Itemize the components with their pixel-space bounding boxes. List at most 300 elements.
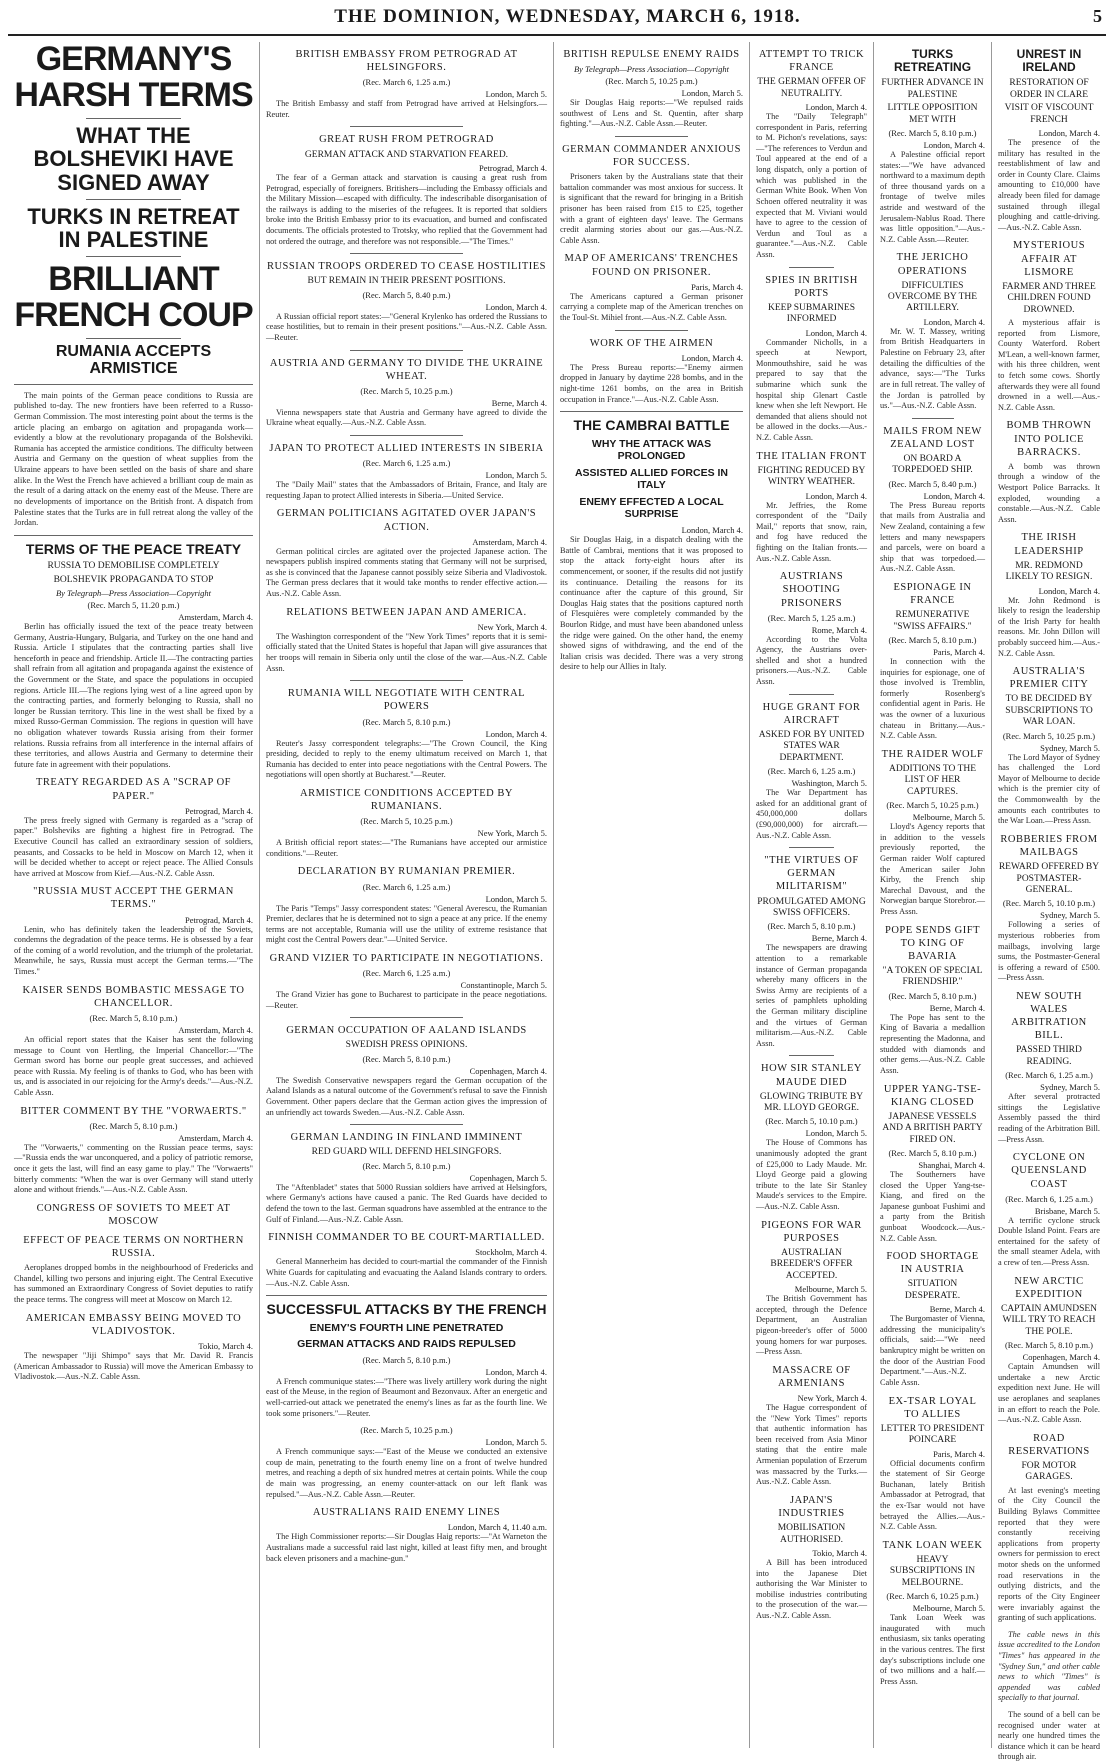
article-subhead: GERMAN ATTACK AND STARVATION FEARED. — [304, 149, 509, 160]
article-title: GERMAN COMMANDER ANXIOUS FOR SUCCESS. — [562, 143, 741, 169]
divider — [350, 1124, 462, 1125]
article-body — [756, 788, 867, 841]
dateline: Melbourne, March 5. — [912, 812, 985, 823]
treaty-subhead: BOLSHEVIK PROPAGANDA TO STOP — [53, 574, 214, 585]
article-subhead: PASSED THIRD READING. — [1016, 1045, 1082, 1067]
dateline: London, March 4. — [923, 139, 985, 150]
article-title: WORK OF THE AIRMEN — [589, 337, 714, 349]
article-text: Prisoners taken by the Australians state that their battalion commander was most anxious for success. It is significant that the reward for bringing in a British prisoner has been raised from £15 to £25, together with a grant of eighteen days' leave. The Germans credit alarming stories about our gas.—Aus.-N.Z. Cable Assn. — [560, 172, 743, 245]
article-title: AUSTRIANS SHOOTING PRISONERS — [779, 571, 844, 609]
page-number: 5 — [1092, 6, 1102, 26]
article-title: EX-TSAR LOYAL TO ALLIES — [888, 1395, 977, 1420]
column-6 — [992, 42, 1106, 1762]
article-text: The Southerners have closed the Upper Yang-tse-Kiang, and fired on the Japanese gunboat Fushimi and a party from the British gunboat Woodcock.—Aus.-N.Z. Cable Assn. — [880, 1169, 985, 1243]
article-title: AUSTRIA AND GERMANY TO DIVIDE THE UKRAINE WHEAT. — [269, 357, 544, 382]
article-text: The newspaper "Jiji Shimpo" says that Mr. David R. Francis (American Ambassador to Russia) will move the American Embassy to Vladivostok.—Aus.-N.Z. Cable Assn. — [14, 1350, 253, 1382]
masthead — [8, 6, 1106, 36]
dateline: Berne, March 4. — [929, 1002, 985, 1013]
article-body — [998, 1486, 1100, 1624]
article-text: The Washington correspondent of the "New York Times" reports that it is semi-officially stated that the United States is hopeful that Japan will give assurances that her troops will remain in Siberia only until the close of the war.—Aus.-N.Z. Cable Assn. — [266, 631, 547, 673]
article-body — [998, 1216, 1100, 1269]
dateline: London, March 4. — [923, 490, 985, 501]
dateline: London, March 4, 11.40 a.m. — [447, 1522, 547, 1533]
dateline: Amsterdam, March 4. — [472, 536, 547, 547]
article-title: BITTER COMMENT BY THE "VORWAERTS." — [20, 1105, 247, 1117]
article-text: The sound of a bell can be recognised under water at nearly one hundred times the distance which it can be heard through air. — [998, 1709, 1100, 1762]
article-title: HOW SIR STANLEY MAUDE DIED — [761, 1063, 862, 1088]
dateline: London, March 4. — [485, 301, 547, 312]
article-body — [756, 338, 867, 444]
article-subhead: FOR MOTOR GARAGES. — [1021, 1461, 1077, 1483]
article-text: A mysterious affair is reported from Lismore, County Waterford. Robert M'Lean, a well-known farmer, with his three children, went to fetch some cows. Shortly afterwards they were all found drowned in a well.—Aus.-N.Z. Cable Assn. — [998, 317, 1100, 412]
article-text: Lenin, who has definitely taken the leadership of the Soviets, condemns the degradation of the peace terms. He is obsessed by a fear of the coming of a world revolution, and the triumph of the proletariat. Meanwhile, he says, Russia must accept the German terms.—"The Times." — [14, 924, 253, 977]
article-title: CYCLONE ON QUEENSLAND COAST — [1011, 1152, 1087, 1190]
article-subhead: MR. REDMOND LIKELY TO RESIGN. — [1005, 560, 1093, 583]
article-title: MAP OF AMERICANS' TRENCHES FOUND ON PRISONER. — [564, 253, 739, 278]
received-time: (Rec. March 6, 1.25 a.m.) — [362, 458, 451, 469]
dateline: Copenhagen, March 5. — [469, 1172, 547, 1183]
article-body — [266, 838, 547, 859]
french-attacks-subhead: ENEMY'S FOURTH LINE PENETRATED — [309, 1321, 504, 1334]
article-body — [266, 1447, 547, 1500]
column-2 — [260, 42, 554, 1748]
dateline: Amsterdam, March 4. — [178, 1024, 253, 1035]
received-time: (Rec. March 5, 8.10 p.m.) — [89, 1120, 178, 1131]
article-body — [14, 1143, 253, 1196]
article-body — [756, 1294, 867, 1358]
article-body — [756, 1138, 867, 1212]
cambrai-title: THE CAMBRAI BATTLE — [573, 417, 730, 434]
received-time: (Rec. March 6, 1.25 a.m.) — [362, 77, 451, 88]
article-text: A French communique states:—"There was lively artillery work during the night east of the Meuse, in the region of Beaumont and Bezonvaux. After an energetic and well-carried-out attack we penetrated the enemy's lines as far as the fourth line. We took some prisoners."—Reuter. — [266, 1376, 547, 1418]
article-subhead: FARMER AND THREE CHILDREN FOUND DROWNED. — [1002, 281, 1096, 315]
article-subhead: FURTHER ADVANCE IN PALESTINE — [881, 78, 984, 100]
article-body — [266, 547, 547, 600]
article-text: After several protracted sittings the Legislative Assembly passed the third reading of the Arbitration Bill.—Press Assn. — [998, 1092, 1100, 1144]
lead-text: The main points of the German peace conditions to Russia are published to-day. The new frontiers have been referred to a Russo-German Commission. The most interesting point about the terms is the article placing an embargo on agitation and propaganda work—evidently a blow at the revolutionary propaganda of the Bolsheviki. Rumania has accepted the armistice conditions. The difficulty between Austria and Germany on the question of wheat supplies from the Ukraine appears to have been settled on the basis of share and share alike. In the West the French have achieved a brilliant coup de main as the result of a daring attack on the enemy east of the Meuse. There are no developments of importance on the British front. A dispatch from Palestine states that the Turks are in full retreat along the valley of the Jordan. — [14, 390, 253, 528]
article-text: The "Vorwaerts," commenting on the Russian peace terms, says:—"Russia ends the war unconquered, and a policy of patriotic remorse, once it gets the last, will find an easy game to play." The "Vorwaerts" bitterly comments: "When the war is over Germany will stand utterly alone and without friends."—Aus.-N.Z. Cable Assn. — [14, 1142, 253, 1195]
dateline: Paris, March 4. — [933, 1448, 985, 1459]
article-title: GERMAN LANDING IN FINLAND IMMINENT — [290, 1132, 523, 1144]
dateline: Constantinople, March 5. — [460, 980, 547, 991]
article-body — [266, 1532, 547, 1564]
article-body — [756, 112, 867, 261]
received-time: (Rec. March 5, 8.40 p.m.) — [362, 289, 451, 300]
received-time: (Rec. March 5, 8.10 p.m.) — [888, 127, 977, 138]
article-body — [998, 318, 1100, 413]
column-1 — [8, 42, 260, 1748]
article-body — [998, 920, 1100, 984]
article-title: RUMANIA WILL NEGOTIATE WITH CENTRAL POWERS — [287, 688, 526, 713]
divider — [350, 1017, 462, 1018]
article-title: THE IRISH LEADERSHIP — [1014, 532, 1084, 557]
article-subhead: VISIT OF VISCOUNT FRENCH — [1004, 103, 1094, 125]
article-text: Reuter's Jassy correspondent telegraphs:—"The Crown Council, the King presiding, decided to reply to the enemy ultimatum received on March 1, that Rumania has decided to enter into peace negotiations with the Central Powers. The negotiations will open shortly at Bucharest."—Reuter. — [266, 738, 547, 780]
article-title: UPPER YANG-TSE-KIANG CLOSED — [883, 1083, 982, 1108]
dateline: Melbourne, March 5. — [794, 1284, 867, 1295]
article-body — [266, 904, 547, 946]
article-body — [998, 753, 1100, 827]
masthead-title: THE DOMINION, WEDNESDAY, MARCH 6, 1918. — [334, 6, 801, 27]
dateline: London, March 4. — [1038, 585, 1100, 596]
article-text: The Press Bureau reports:—"Enemy airmen dropped in January by daytime 228 bombs, and in the night-time 1261 bombs, on the area in British occupation in France."—Aus.-N.Z. Cable Assn. — [560, 362, 743, 404]
article-text: Mr. John Redmond is likely to resign the leadership of the Irish Party for health reasons. Mr. John Dillon will probably succeed him.—Aus.-N.Z. Cable Assn. — [998, 595, 1100, 658]
article-text: German political circles are agitated over the projected Japanese action. The newspapers publish inspired comments stating that Germany will not be surprised, as she is convinced that the Japanese cannot possibly seize Siberia and Vladivostok. The German press declares that it would take months to render effective action.—Aus.-N.Z. Cable Assn. — [266, 546, 547, 599]
received-time: (Rec. March 6, 1.25 a.m.) — [1005, 1193, 1093, 1204]
article-subhead: REWARD OFFERED BY POSTMASTER-GENERAL. — [998, 862, 1100, 895]
divider — [350, 680, 462, 681]
received-time: (Rec. March 6, 1.25 a.m.) — [767, 766, 856, 777]
article-text: The British Government has accepted, through the Defence Department, an Australian pigeon-breeder's offer of 5000 young homers for war purposes.—Press Assn. — [756, 1294, 867, 1357]
article-title: MAILS FROM NEW ZEALAND LOST — [883, 425, 982, 450]
article-text: Aeroplanes dropped bombs in the neighbourhood of Fredericks and Chandel, killing two persons and injuring eight. The Central Executive has summoned an Extraordinary Congress of Soviet deputies to ratify the peace terms. The congress will meet at Moscow on March 12. — [14, 1263, 253, 1305]
article-subhead: PROMULGATED AMONG SWISS OFFICERS. — [757, 896, 866, 918]
divider — [350, 350, 462, 351]
article-subhead: KEEP SUBMARINES INFORMED — [767, 302, 855, 325]
article-text: Sir Douglas Haig reports:—"We repulsed raids southwest of Lens and St. Quentin, after sharp fighting."—Aus.-N.Z. Cable Assn.—Reuter. — [560, 98, 743, 129]
article-title: "RUSSIA MUST ACCEPT THE GERMAN TERMS." — [33, 886, 234, 911]
dateline: Stockholm, March 4. — [475, 1247, 547, 1258]
article-title: KAISER SENDS BOMBASTIC MESSAGE TO CHANCELLOR. — [22, 984, 245, 1009]
received-time: (Rec. March 5, 8.40 p.m.) — [888, 478, 977, 489]
dateline: London, March 4. — [485, 1366, 547, 1377]
article-text: The Paris "Temps" Jassy correspondent states: "General Averescu, the Rumanian Premier, declares that he is determined not to sign a peace at any price. If the enemy terms are not acceptable, Rumania will use the utility of extreme resistance that might cost the Central Powers dear."—United Service. — [266, 903, 547, 945]
article-text: The Americans captured a German prisoner carrying a complete map of the American trenches on the Toul-St. Mihiel front.—Aus.-N.Z. Cable Assn. — [560, 291, 743, 322]
article-title: PIGEONS FOR WAR PURPOSES — [761, 1219, 862, 1244]
received-time: (Rec. March 6, 1.25 a.m.) — [362, 881, 451, 892]
article-title: JAPAN TO PROTECT ALLIED INTERESTS IN SIBERIA — [269, 443, 544, 455]
received-time: (Rec. March 6, 10.25 p.m.) — [886, 1591, 979, 1602]
dateline: London, March 4. — [681, 525, 743, 536]
article-body — [756, 1558, 867, 1622]
received-time: (Rec. March 5, 8.10 p.m.) — [888, 635, 977, 646]
article-title: ATTEMPT TO TRICK FRANCE — [758, 49, 865, 74]
divider — [86, 256, 182, 257]
dateline: New York, March 4. — [477, 621, 547, 632]
article-text: An official report states that the Kaiser has sent the following message to Count von Hertling, the Imperial Chancellor:—"The German sword has borne our people great successes, and achieved peace with Russia. My feeling is of thanks to God, who has been with us, and is associated in our rejoicing for the Army's deeds."—Aus.-N.Z. Cable Assn. — [14, 1034, 253, 1097]
article-text: Commander Nicholls, in a speech at Newport, Monmouthshire, said he was prepared to say that the submarine which sunk the hospital ship Glenart Castle knew when she left Newport. He demanded that aliens should not be allowed in the docks.—Aus.-N.Z. Cable Assn. — [756, 337, 867, 443]
column-3 — [554, 42, 750, 1748]
article-title: TANK LOAN WEEK — [882, 1539, 983, 1551]
footnote — [998, 1630, 1100, 1704]
article-title: THE JERICHO OPERATIONS — [896, 252, 969, 277]
article-body — [998, 138, 1100, 233]
dateline: Berne, March 4. — [811, 933, 867, 944]
dateline: Amsterdam, March 4. — [178, 1132, 253, 1143]
article-title: ESPIONAGE IN FRANCE — [893, 582, 972, 607]
article-subhead: FIGHTING REDUCED BY WINTRY WEATHER. — [757, 465, 866, 488]
received-time: (Rec. March 5, 8.10 p.m.) — [888, 990, 977, 1001]
article-text: Official documents confirm the statement of Sir George Buchanan, lately British Ambassador at Petrograd, that the ex-Tsar would not have betrayed the Allies.—Aus.-N.Z. Cable Assn. — [880, 1458, 985, 1532]
received-time: (Rec. March 5, 10.25 p.m.) — [360, 385, 453, 396]
article-text: At last evening's meeting of the City Council the Building Bylaws Committee reported that they were constantly receiving applications from property owners for permission to erect motor sheds on the unformed road reservations in the outlying districts, and the reports of the City Engineer were invariably against the granting of such applications. — [998, 1485, 1100, 1623]
article-text: A terrific cyclone struck Double Island Point. Fears are entertained for the safety of the small steamer Adela, with a crew of ten.—Press Assn. — [998, 1215, 1100, 1268]
article-subhead: SITUATION DESPERATE. — [904, 1279, 961, 1301]
article-subhead: DIFFICULTIES OVERCOME BY THE ARTILLERY. — [887, 280, 978, 314]
dateline: London, March 5. — [805, 1128, 867, 1139]
article-subhead: ON BOARD A TORPEDOED SHIP. — [892, 453, 973, 476]
article-subhead: CAPTAIN AMUNDSEN WILL TRY TO REACH THE POLE. — [1000, 1303, 1098, 1337]
article-title: POPE SENDS GIFT TO KING OF BAVARIA — [884, 924, 981, 962]
received-time: (Rec. March 5, 10.10 p.m.) — [1002, 898, 1096, 909]
article-body — [266, 99, 547, 120]
article-text: The Swedish Conservative newspapers regard the German occupation of the Aaland Islands as a natural outcome of the Government's refusal to save the Finnish Government. Other papers declare that the German action gives the impression of an unfriendly act towards Sweden.—Aus.-N.Z. Cable Assn. — [266, 1075, 547, 1117]
article-title: FINNISH COMMANDER TO BE COURT-MARTIALLED. — [268, 1232, 545, 1244]
article-text: The High Commissioner reports:—Sir Douglas Haig reports:—"At Warneton the Australians made a successful raid last night, killed at least fifty men, and brought back eleven prisoners and a machine-gun." — [266, 1532, 547, 1563]
article-text: Sir Douglas Haig, in a dispatch dealing with the Battle of Cambrai, mentions that it was proposed to stop the attack forty-eight hours after its commencement, or sooner, if the results did not justify its continuance. Detailing the reasons for its continuance after the capture of this ground, Sir Douglas Haig states that the positions captured north of Flesquières were completely commanded by the Bourlon Ridge, and must have been abandoned unless the ridge were gained. On the other hand, the enemy showed signs of withdrawing, and the end of the Italian crisis was decided. There was a very strong desire to help our Allies in Italy. — [560, 535, 743, 672]
cambrai-subhead: ENEMY EFFECTED A LOCAL SURPRISE — [579, 495, 724, 521]
article-body — [756, 943, 867, 1049]
article-subhead: ADDITIONS TO THE LIST OF HER CAPTURES. — [888, 764, 977, 797]
article-title: RELATIONS BETWEEN JAPAN AND AMERICA. — [286, 606, 527, 618]
divider — [350, 435, 462, 436]
article-body — [14, 816, 253, 880]
article-text: Tank Loan Week was inaugurated with much enthusiasm, six tanks operating in the various centres. The first day's subscriptions include one of two millions and a half.—Press Assn. — [880, 1613, 985, 1686]
article-title: AUSTRALIANS RAID ENEMY LINES — [312, 1507, 501, 1519]
received-time: (Rec. March 5, 8.10 p.m.) — [1004, 1340, 1094, 1351]
article-text: The Press Bureau reports that mails from Australia and New Zealand, containing a few letters and many newspapers and parcels, were on board a ship that was torpedoed.—Aus.-N.Z. Cable Assn. — [880, 500, 985, 574]
article-body — [14, 925, 253, 978]
article-body — [266, 1377, 547, 1419]
article-text: Mr. Jeffries, the Rome correspondent of the "Daily Mail," reports that snow, rain, and fog have reduced the fighting on the Italian fronts.—Aus.-N.Z. Cable Assn. — [756, 500, 867, 563]
received-time: (Rec. March 5, 10.25 p.m.) — [360, 1425, 453, 1436]
article-title: SPIES IN BRITISH PORTS — [765, 274, 858, 299]
received-time: (Rec. March 5, 8.10 p.m.) — [362, 1160, 451, 1171]
article-subhead: GLOWING TRIBUTE BY MR. LLOYD GEORGE. — [759, 1091, 864, 1114]
article-title: GREAT RUSH FROM PETROGRAD — [319, 134, 494, 146]
dateline: Petrograd, March 4. — [185, 914, 253, 925]
article-text: A Palestine official report states:—"We have advanced northward to a maximum depth of three thousand yards on a frontage of twelve miles astride and westward of the Jerusalem-Nablus Road. There was little opposition."—Aus.-N.Z. Cable Assn.—Reuter. — [880, 149, 985, 244]
divider — [615, 330, 688, 331]
article-body — [998, 1362, 1100, 1426]
column-5 — [874, 42, 992, 1748]
article-text: The presence of the military has resulted in the reestablishment of law and order in County Clare. Claims amounting to £10,000 have already been filed for damage sustained through illegal ploughing and cattle-driving.—Aus.-N.Z. Cable Assn. — [998, 137, 1100, 232]
dateline: London, March 5. — [681, 88, 743, 99]
headline-french-coup: BRILLIANT FRENCH COUP — [14, 259, 253, 334]
copyright-line: By Telegraph—Press Association—Copyright — [573, 64, 730, 75]
dateline: Paris, March 4. — [691, 281, 743, 292]
dateline: London, March 5. — [485, 470, 547, 481]
divider — [789, 847, 833, 848]
dateline: London, March 4. — [923, 316, 985, 327]
article-body — [266, 1183, 547, 1225]
french-attacks-subhead: GERMAN ATTACKS AND RAIDS REPULSED — [297, 1338, 516, 1351]
lead-summary — [14, 391, 253, 529]
article-subhead: JAPANESE VESSELS AND A BRITISH PARTY FIRED ON. — [882, 1111, 983, 1145]
article-title: THE ITALIAN FRONT — [756, 450, 867, 462]
article-body — [266, 480, 547, 501]
article-body — [14, 1035, 253, 1099]
article-body — [756, 635, 867, 688]
treaty-subhead: RUSSIA TO DEMOBILISE COMPLETELY — [47, 561, 220, 572]
article-title: THE RAIDER WOLF — [881, 748, 984, 760]
article-body — [266, 1076, 547, 1118]
article-text: Berlin has officially issued the text of the peace treaty between Germany, Austria-Hungary, Bulgaria, and Turkey on the one hand and Russia. Article I stipulates that the contracting parties shall live henceforth in peace and friendship. Article II.—The contracting parties shall refrain from all agitation and propaganda against the existence of the Government or the State, and space the populations in occupied regions. Article III.—The regions lying west of a line agreed upon by the contracting parties, and formerly belonging to Russia, shall no longer be Russian territory. This line in the west shall be fixed by a mixed Russo-German Commission. The regions in question will have no obligation whatever towards Russia arising from their former relations. Russia refrains from all interference in the internal affairs of these territories, and allows Austria and Germany to determine their future fate in agreement with their populations. — [14, 621, 253, 769]
dateline: London, March 4. — [805, 490, 867, 501]
article-text: Vienna newspapers state that Austria and Germany have agreed to divide the Ukraine wheat equally.—Aus.-N.Z. Cable Assn. — [266, 407, 547, 428]
article-text: Mr. W. T. Massey, writing from British Headquarters in Palestine on February 23, after detailing the difficulties of the advance, says:—"The Turks are in full retreat. The valley of the Jordan is patrolled by us."—Aus.-N.Z. Cable Assn. — [880, 326, 985, 411]
article-text: The "Aftenbladet" states that 5000 Russian soldiers have arrived at Helsingfors, where Germany's actions have caused a panic. The Red Guards have decided to defend the town to the last. German squadrons have assembled at the entrance to the Gulf of Finland.—Aus.-N.Z. Cable Assn. — [266, 1182, 547, 1224]
article-text: Following a series of mysterious robberies from mailbags, involving large sums, the Postmaster-General is offering a reward of £500.—Press Assn. — [998, 920, 1100, 983]
article-subhead: ASKED FOR BY UNITED STATES WAR DEPARTMENT. — [758, 729, 865, 763]
dateline: Petrograd, March 4. — [479, 162, 547, 173]
dateline: Tokio, March 4. — [812, 1547, 867, 1558]
received-time: (Rec. March 5, 10.25 p.m.) — [1002, 730, 1096, 741]
article-body — [880, 1314, 985, 1388]
article-body — [880, 1459, 985, 1533]
article-subhead: MOBILISATION AUTHORISED. — [777, 1523, 846, 1545]
turks-title: TURKS RETREATING — [893, 47, 972, 75]
headline-turks: TURKS IN RETREAT IN PALESTINE — [27, 203, 240, 252]
dateline: Tokio, March 4. — [198, 1340, 253, 1351]
article-text: The newspapers are drawing attention to a remarkable instance of German propaganda whereby many officers in the Swiss Army are recipients of a series of pamphlets upholding the German military discipline and the virtues of German militarism.—Aus.-N.Z. Cable Assn. — [756, 943, 867, 1048]
article-title: HUGE GRANT FOR AIRCRAFT — [762, 701, 861, 726]
dateline: New York, March 5. — [477, 828, 547, 839]
dateline: Sydney, March 5. — [1040, 910, 1100, 921]
article-text: According to the Volta Agency, the Austrians over-shelled and shot a hundred prisoners.—Aus.-N.Z. Cable Assn. — [756, 634, 867, 687]
divider — [86, 118, 182, 119]
article-text: A bomb was thrown through a window of the Westport Police Barracks. It exploded, wounding a constable.—Aus.-N.Z. Cable Assn. — [998, 461, 1100, 524]
article-body — [560, 292, 743, 324]
received-time: (Rec. March 5, 8.10 p.m.) — [362, 1053, 451, 1064]
divider — [266, 1295, 547, 1296]
article-title: FOOD SHORTAGE IN AUSTRIA — [886, 1251, 979, 1276]
article-body — [266, 312, 547, 344]
dateline: Sydney, March 5. — [1040, 1082, 1100, 1093]
article-title: ARMISTICE CONDITIONS ACCEPTED BY RUMANIANS. — [300, 787, 513, 813]
article-body — [14, 622, 253, 771]
dateline: Copenhagen, March 4. — [1022, 1352, 1100, 1363]
divider — [789, 267, 833, 268]
article-text: Captain Amundsen will undertake a new Arctic expedition next June. He will use aeroplanes and seaplanes in an effort to reach the Pole.—Aus.-N.Z. Cable Assn. — [998, 1362, 1100, 1425]
divider — [14, 535, 253, 536]
dateline: New York, March 4. — [797, 1393, 867, 1404]
received-time: (Rec. March 5, 8.10 p.m.) — [362, 1354, 451, 1365]
article-text: A British official report states:—"The Rumanians have accepted our armistice conditions."—Reuter. — [266, 838, 547, 858]
received-time: (Rec. March 5, 1.25 a.m.) — [767, 612, 856, 623]
article-title: CONGRESS OF SOVIETS TO MEET AT MOSCOW — [36, 1202, 231, 1227]
copyright-line: By Telegraph—Press Association—Copyright — [55, 587, 212, 598]
article-title: NEW SOUTH WALES ARBITRATION BILL. — [1011, 990, 1087, 1042]
article-text: A Russian official report states:—"General Krylenko has ordered the Russians to cease hostilities, but to remain in their present positions."—Aus.-N.Z. Cable Assn.—Reuter. — [266, 311, 547, 342]
article-text: The Hague correspondent of the "New York Times" reports that authentic information has been received from Asia Minor stating that the entire male Armenian population of Erzerum was massacred by the Turks.—Aus.-N.Z. Cable Assn. — [756, 1403, 867, 1487]
dateline: London, March 4. — [805, 102, 867, 113]
received-time: (Rec. March 5, 10.25 p.m.) — [886, 800, 979, 811]
dateline: London, March 4. — [681, 352, 743, 363]
divider — [350, 126, 462, 127]
article-body — [756, 501, 867, 565]
article-body — [266, 408, 547, 429]
article-subhead: AUSTRALIAN BREEDER'S OFFER ACCEPTED. — [770, 1247, 853, 1281]
received-time: (Rec. March 5, 8.10 p.m.) — [767, 921, 856, 932]
divider — [14, 384, 253, 385]
article-body — [880, 657, 985, 742]
dateline: Rome, March 4. — [811, 624, 867, 635]
article-text: The House of Commons has unanimously adopted the grant of £25,000 to Lady Maude. Mr. Lloyd George paid a glowing tribute to the late Sir Stanley Maude's services to the Empire.—Aus.-N.Z. Cable Assn. — [756, 1138, 867, 1212]
article-text: The "Daily Telegraph" correspondent in Paris, referring to M. Pichon's revelations, says:—"The references to Verdun and Toul appeared at the end of a long dispatch, only a portion of which was published in the German White Book. When Von Schoen offered neutrality it was expected that M. Viviani would have to agree to the cession of Verdun and Toul as a guarantee."—Aus.-N.Z. Cable Assn. — [756, 112, 867, 259]
dateline: London, March 4. — [485, 728, 547, 739]
article-text: Lloyd's Agency reports that in addition to the vessels previously reported, the German raider Wolf captured the American sailer John Kirby, the French ship Marechal Davoust, and the Norwegian barque Storebror.—Press Assn. — [880, 822, 985, 917]
dateline: Brisbane, March 5. — [1034, 1205, 1100, 1216]
article-text: The Burgomaster of Vienna, addressing the municipality's officials, said:—"We need bankruptcy might be written on the door of the Austrian Food Department."—Aus.-N.Z. Cable Assn. — [880, 1314, 985, 1387]
article-subhead: HEAVY SUBSCRIPTIONS IN MELBOURNE. — [889, 1554, 976, 1588]
article-title: ROAD RESERVATIONS — [1008, 1432, 1090, 1457]
article-text: A French communique says:—"East of the Meuse we conducted an extensive coup de main, penetrating to the fourth enemy line on a front of twelve hundred metres, and reaching a depth of six hundred metres at certain points. While the coup de main was progressing, an enemy counter-attack on our left flank was repulsed."—Aus.-N.Z. Cable Assn.—Reuter. — [266, 1447, 547, 1499]
dateline: Amsterdam, March 4. — [178, 611, 253, 622]
article-body — [266, 1257, 547, 1289]
article-title: BRITISH EMBASSY FROM PETROGRAD AT HELSINGFORS. — [295, 49, 518, 74]
article-subhead: THE GERMAN OFFER OF NEUTRALITY. — [757, 77, 866, 99]
article-body — [998, 1092, 1100, 1145]
treaty-title: TERMS OF THE PEACE TREATY — [25, 540, 242, 557]
received-time: (Rec. March 5, 10.25 p.m.) — [360, 816, 453, 827]
article-subhead: BUT REMAIN IN THEIR PRESENT POSITIONS. — [307, 276, 506, 287]
column-4 — [750, 42, 874, 1748]
divider — [350, 253, 462, 254]
article-body — [880, 501, 985, 575]
article-body — [266, 632, 547, 674]
divider — [86, 338, 182, 339]
main-headline: GERMANY'S HARSH TERMS — [14, 40, 253, 114]
article-body — [880, 1613, 985, 1687]
article-subhead: LITTLE OPPOSITION MET WITH — [887, 103, 978, 125]
article-body — [14, 1263, 253, 1305]
article-title: GERMAN POLITICIANS AGITATED OVER JAPAN'S ACTION. — [276, 508, 537, 533]
received-time: (Rec. March 5, 8.10 p.m.) — [888, 1147, 977, 1158]
received-time: (Rec. March 5, 11.20 p.m.) — [87, 599, 180, 610]
article-body — [560, 535, 743, 673]
received-time: (Rec. March 5, 10.10 p.m.) — [765, 1116, 858, 1127]
divider — [912, 418, 954, 419]
article-subhead: RED GUARD WILL DEFEND HELSINGFORS. — [311, 1147, 502, 1158]
article-body — [266, 739, 547, 781]
received-time: (Rec. March 6, 1.25 a.m.) — [1005, 1070, 1093, 1081]
article-title: AMERICAN EMBASSY BEING MOVED TO VLADIVOSTOK. — [25, 1312, 242, 1337]
article-body — [14, 1351, 253, 1383]
cambrai-subhead: ASSISTED ALLIED FORCES IN ITALY — [574, 466, 729, 492]
received-time: (Rec. March 5, 8.10 p.m.) — [89, 1012, 178, 1023]
article-body — [998, 596, 1100, 660]
cambrai-subhead: WHY THE ATTACK WAS PROLONGED — [591, 437, 712, 463]
article-title: JAPAN'S INDUSTRIES — [778, 1494, 845, 1520]
article-subhead: REMUNERATIVE "SWISS AFFAIRS." — [893, 610, 972, 632]
article-body — [560, 98, 743, 130]
french-attacks-title: SUCCESSFUL ATTACKS BY THE FRENCH — [266, 1301, 547, 1318]
article-subhead: LETTER TO PRESIDENT POINCARE — [880, 1423, 985, 1446]
dateline: Melbourne, March 5. — [912, 1603, 985, 1614]
footnote-text: The cable news in this issue accredited to the London "Times" has appeared in the "Sydney Sun," and other cable news to which "Times" is appended was cabled specially to that journal. — [998, 1629, 1100, 1703]
dateline: Petrograd, March 4. — [185, 805, 253, 816]
divider — [560, 411, 743, 412]
dateline: Berne, March 4. — [929, 1304, 985, 1315]
article-text: The Pope has sent to the King of Bavaria a medallion representing the Madonna, and studded with diamonds and other gems.—Aus.-N.Z. Cable Assn. — [880, 1012, 985, 1075]
article-text: The War Department has asked for an additional grant of 450,000,000 dollars (£90,000,000) for aircraft.—Aus.-N.Z. Cable Assn. — [756, 788, 867, 840]
article-title: RUSSIAN TROOPS ORDERED TO CEASE HOSTILITIES — [266, 261, 547, 273]
article-title: "THE VIRTUES OF GERMAN MILITARISM" — [764, 855, 859, 893]
article-text: A Bill has been introduced into the Japanese Diet authorising the War Minister to mobilise industries contributing to the prosecution of the war.—Aus.-N.Z. Cable Assn. — [756, 1557, 867, 1620]
article-body — [266, 990, 547, 1011]
article-body — [880, 822, 985, 917]
received-time: (Rec. March 6, 1.25 a.m.) — [362, 968, 451, 979]
article-text: The Lord Mayor of Sydney has challenged the Lord Mayor of Melbourne to decide which is the premier city of the Commonwealth by the amounts each contributes to the War Loan.—Press Assn. — [998, 752, 1100, 826]
article-body — [880, 150, 985, 245]
columns — [8, 40, 1106, 1762]
article-text: The British Embassy and staff from Petrograd have arrived at Helsingfors.—Reuter. — [266, 99, 547, 119]
article-body — [880, 1013, 985, 1077]
dateline: Washington, March 5. — [791, 778, 867, 789]
divider — [789, 1055, 833, 1056]
article-subhead: RESTORATION OF ORDER IN CLARE — [1009, 78, 1089, 100]
